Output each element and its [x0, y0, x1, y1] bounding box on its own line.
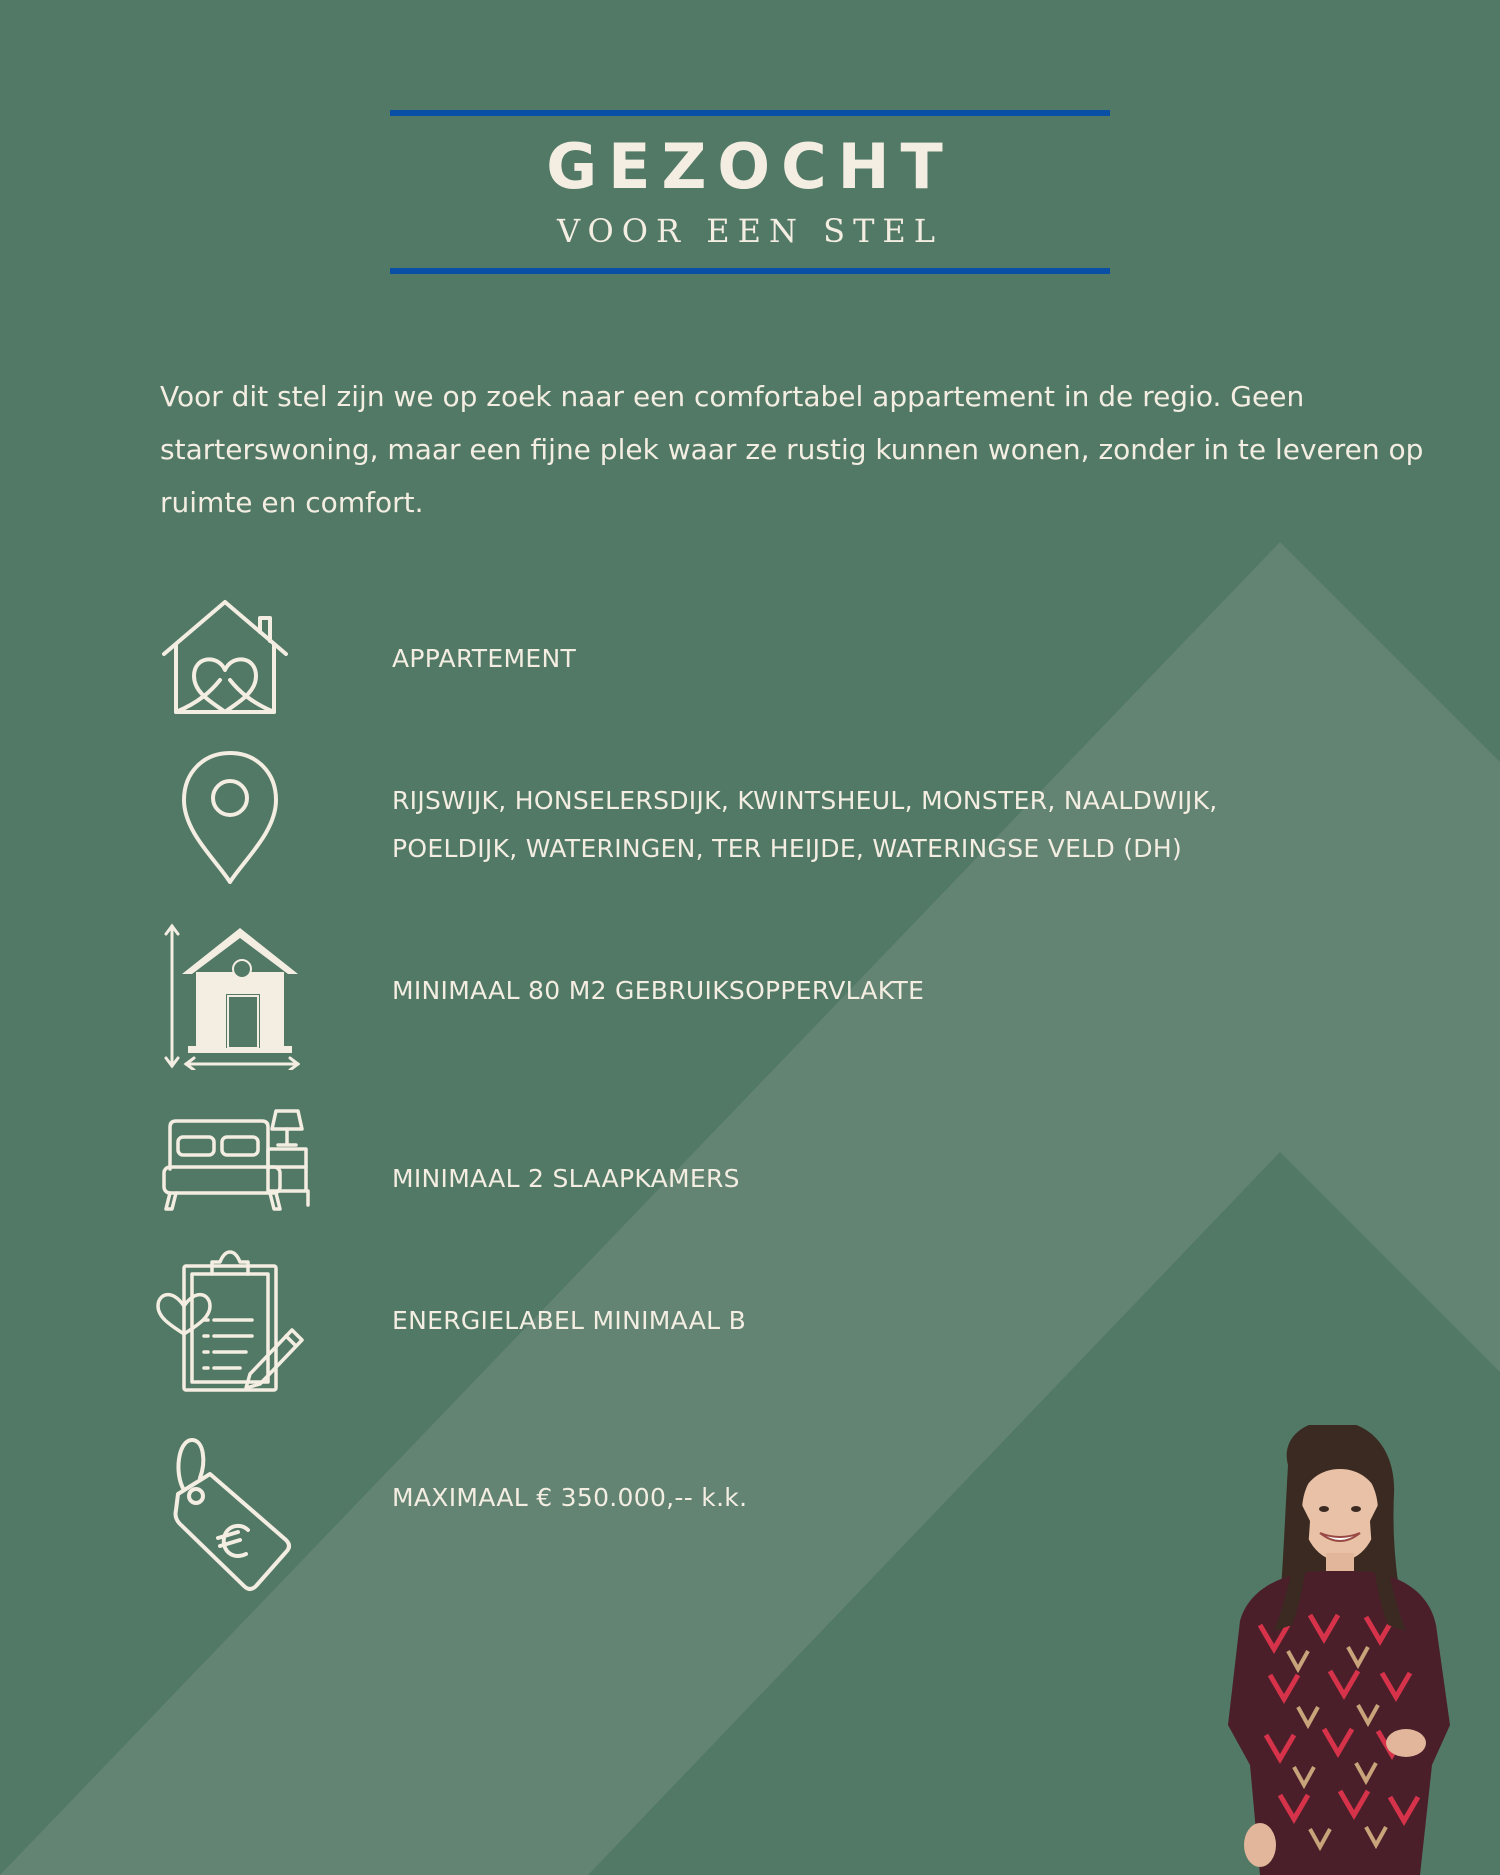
criterion-type-label: APPARTEMENT [392, 644, 577, 673]
location-pin-icon [180, 750, 280, 886]
bed-icon [160, 1107, 316, 1213]
criterion-area-label: MINIMAAL 80 M2 GEBRUIKSOPPERVLAKTE [392, 976, 925, 1005]
house-heart-icon [160, 598, 290, 716]
criterion-location-label-1: RIJSWIJK, HONSELERSDIJK, KWINTSHEUL, MONSTER, NAALDWIJK, [392, 786, 1218, 815]
criterion-price-label: MAXIMAAL € 350.000,-- k.k. [392, 1483, 748, 1512]
intro-text: Voor dit stel zijn we op zoek naar een comfortabel appartement in de regio. Geen starterswoning, maar een fijne plek waar ze rustig kunnen wonen, zonder in te leveren op ruimte en comfort. [160, 380, 1424, 519]
page-title: GEZOCHT [546, 130, 954, 203]
header-rule-top [390, 110, 1110, 116]
criterion-location-label-2: POELDIJK, WATERINGEN, TER HEIJDE, WATERINGSE VELD (DH) [392, 834, 1183, 863]
clipboard-icon [156, 1248, 304, 1394]
criterion-bedrooms-label: MINIMAAL 2 SLAAPKAMERS [392, 1164, 740, 1193]
house-dimensions-icon [160, 922, 300, 1070]
header [390, 110, 1110, 278]
page-subtitle: VOOR EEN STEL [556, 212, 944, 250]
agent-photo [1170, 1425, 1500, 1875]
header-rule-bottom [390, 268, 1110, 274]
criterion-energy-label: ENERGIELABEL MINIMAAL B [392, 1306, 747, 1335]
euro-tag-icon [160, 1434, 294, 1594]
